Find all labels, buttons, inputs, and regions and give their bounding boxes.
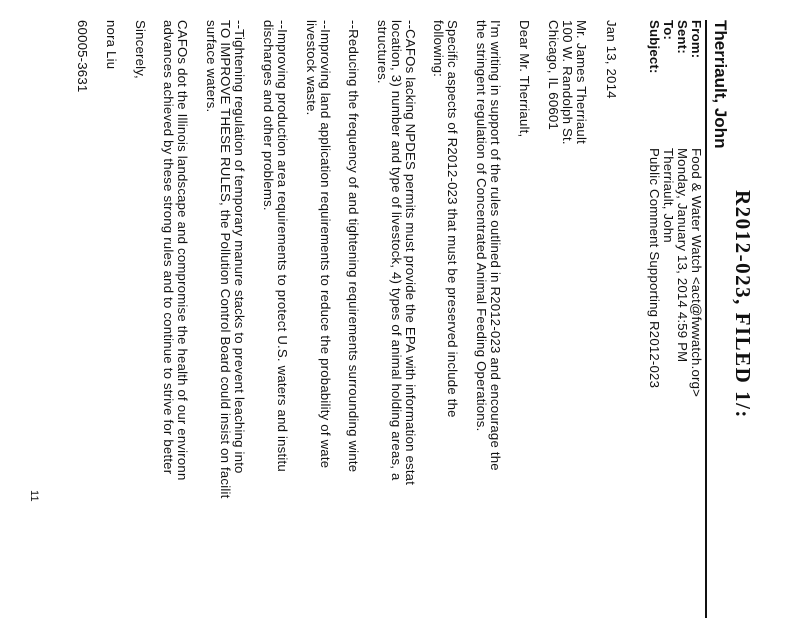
sent-label: Sent: [675,20,690,54]
bullet-line: --Improving production area requirements to protect U.S. waters and institu [275,20,290,472]
sent-value: Monday, January 13, 2014 4:59 PM [675,148,690,363]
filing-stamp: R2012-023, FILED 1/: [731,190,755,419]
signer-name: nora Liu [104,20,119,70]
from-value: Food & Water Watch <act@fwwatch.org> [689,148,704,398]
from-label: From: [689,20,704,59]
bullet-line: --Tightening regulation of temporary manure stacks to prevent leaching into [232,20,247,474]
closing-line: CAFOs dot the Illinois landscape and compromise the health of our environn [175,20,190,481]
bullet-line: --Improving land application requirements to reduce the probability of wate [318,20,333,469]
bullet-line: surface waters. [204,20,219,113]
bullet-line: location, 3) number and type of livestock, 4) types of animal holding areas, a [389,20,404,481]
bullet-line: TO IMPROVE THESE RULES, the Pollution Control Board could insist on facilit [218,20,233,499]
salutation: Dear Mr. Therriault, [517,20,532,138]
letter-date: Jan 13, 2014 [604,20,619,99]
address-line: Chicago, IL 60601 [546,20,561,130]
bullet-line: structures. [375,20,390,84]
intro-line: I'm writing in support of the rules outlined in R2012-023 and encourage the [488,20,503,471]
subject-value: Public Comment Supporting R2012-023 [647,148,662,389]
address-line: 100 W. Randolph St. [560,20,575,145]
bullet-line: livestock waste. [304,20,319,116]
to-label: To: [661,20,676,41]
sender-name: Therriault, John [711,20,730,149]
closing-line: advances achieved by these strong rules and to continue to strive for better [161,20,176,475]
to-value: Therriault, John [661,148,676,243]
signoff: Sincerely, [133,20,148,79]
intro-line: the stringent regulation of Concentrated Animal Feeding Operations. [474,20,489,432]
aspects-line: Specific aspects of R2012-023 that must be preserved include the [445,20,460,418]
header-rule [705,20,707,618]
bullet-line: --Reducing the frequency of and tightening requirements surrounding winte [346,20,361,473]
page-number: 11 [28,490,40,502]
zip-code: 60005-3631 [75,20,90,93]
bullet-line: discharges and other problems. [261,20,276,211]
subject-label: Subject: [647,20,662,74]
aspects-line: following: [431,20,446,77]
bullet-line: --CAFOs lacking NPDES permits must provide the EPA with information estat [403,20,418,486]
address-line: Mr. James Therriault [574,20,589,144]
